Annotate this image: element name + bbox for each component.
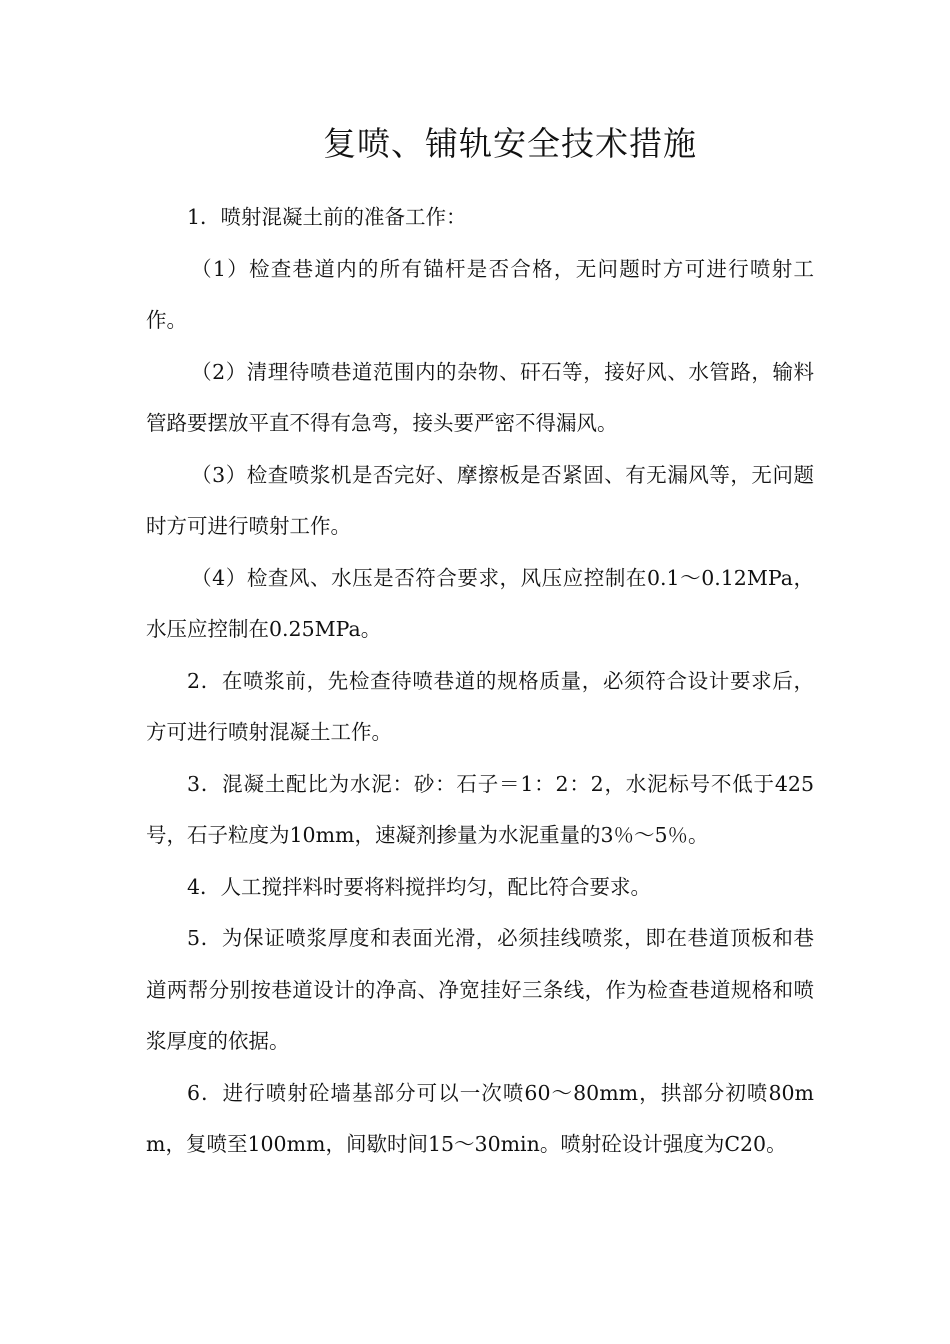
- paragraph-1-2: （2）清理待喷巷道范围内的杂物、矸石等，接好风、水管路，输料管路要摆放平直不得有急弯，接头要严密不得漏风。: [146, 359, 814, 435]
- document-title: 复喷、铺轨安全技术措施: [323, 124, 697, 163]
- paragraph-5: 5．为保证喷浆厚度和表面光滑，必须挂线喷浆，即在巷道顶板和巷道两帮分别按巷道设计的净高、净宽挂好三条线，作为检查巷道规格和喷浆厚度的依据。: [146, 926, 814, 1053]
- document-body: [146, 192, 814, 1171]
- paragraph-3: 3．混凝土配比为水泥：砂：石子＝1：2：2，水泥标号不低于425号，石子粒度为10mm，速凝剂掺量为水泥重量的3％～5％。: [146, 771, 814, 847]
- paragraph-4: 4．人工搅拌料时要将料搅拌均匀，配比符合要求。: [187, 874, 652, 899]
- paragraph-6: 6．进行喷射砼墙基部分可以一次喷60～80mm，拱部分初喷80mm，复喷至100mm，间歇时间15～30min。喷射砼设计强度为C20。: [146, 1080, 814, 1156]
- paragraph-2: 2．在喷浆前，先检查待喷巷道的规格质量，必须符合设计要求后，方可进行喷射混凝土工作。: [146, 668, 814, 744]
- paragraph-1-1: （1）检查巷道内的所有锚杆是否合格，无问题时方可进行喷射工作。: [146, 256, 814, 332]
- paragraph-1-3: （3）检查喷浆机是否完好、摩擦板是否紧固、有无漏风等，无问题时方可进行喷射工作。: [146, 462, 814, 538]
- paragraph-1-4: （4）检查风、水压是否符合要求，风压应控制在0.1～0.12MPa，水压应控制在0.25MPa。: [146, 565, 814, 641]
- paragraph-1: 1．喷射混凝土前的准备工作：: [187, 205, 467, 229]
